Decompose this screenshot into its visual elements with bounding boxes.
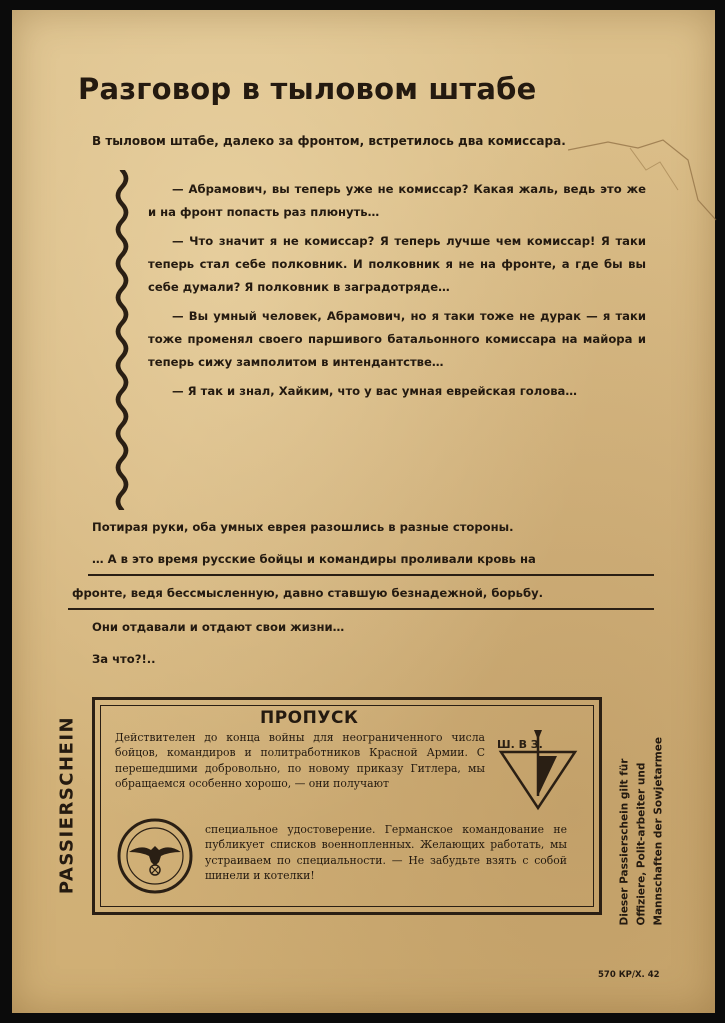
- shvz-logo-icon: [493, 724, 583, 814]
- dialog-line-1: — Абрамович, вы теперь уже не комиссар? Какая жаль, ведь это же и на фронт попасть раз плюнуть…: [148, 182, 646, 219]
- passierschein-label: [52, 700, 82, 910]
- passierschein-text: PASSIERSCHEIN: [56, 715, 78, 895]
- logo-text: Ш. В З.: [497, 738, 543, 751]
- print-code: 570 КР/Х. 42: [598, 970, 660, 980]
- wavy-border: [112, 170, 132, 510]
- underline-2: [68, 608, 654, 610]
- pass-text-bottom: специальное удостоверение. Германское командование не публикует списков военнопленных. Желающих работать, мы устраиваем по специальности. — Не забудьте взять с собой шинели и котелки!: [205, 823, 567, 883]
- dialog-line-4: — Я так и знал, Хайким, что у вас умная еврейская голова…: [172, 384, 577, 398]
- pass-text-top: Действителен до конца войны для неограниченного числа бойцов, командиров и политработников Красной Армии. С перешедшими добровольно, по новому приказу Гитлера, мы обращаемся особенно хорошо, — они получают: [115, 731, 485, 791]
- pass-box: [92, 697, 602, 915]
- intro-line: В тыловом штабе, далеко за фронтом, встретилось два комиссара.: [92, 134, 566, 148]
- eagle-seal-icon: [115, 816, 195, 896]
- body-line-4: Они отдавали и отдают свои жизни…: [92, 620, 345, 634]
- german-note: [610, 710, 674, 925]
- body-line-3: фронте, ведя бессмысленную, давно ставшую безнадежной, борьбу.: [72, 586, 544, 600]
- body-line-2: … А в это время русские бойцы и командиры проливали кровь на: [92, 552, 536, 566]
- pass-title: ПРОПУСК: [260, 708, 359, 728]
- body-line-5: За что?!..: [92, 652, 156, 666]
- underline-1: [88, 574, 654, 576]
- leaflet-paper: [12, 10, 715, 1013]
- dialog-line-3: — Вы умный человек, Абрамович, но я таки тоже не дурак — я таки тоже променял своего паршивого батальонного комиссара на майора и теперь сижу замполитом в интендантстве…: [148, 309, 646, 369]
- dialog-block: [148, 178, 646, 409]
- german-note-text: Dieser Passierschein gilt für Offiziere, Polit-arbeiter und Mannschaften der Sowjetarmee: [618, 736, 665, 925]
- body-line-1: Потирая руки, оба умных еврея разошлись в разные стороны.: [92, 520, 514, 534]
- leaflet-title: Разговор в тыловом штабе: [78, 72, 537, 106]
- dialog-line-2: — Что значит я не комиссар? Я теперь лучше чем комиссар! Я таки теперь стал себе полковник. И полковник я не на фронте, а где бы вы себе думали? Я полковник в заградотряде…: [148, 234, 646, 294]
